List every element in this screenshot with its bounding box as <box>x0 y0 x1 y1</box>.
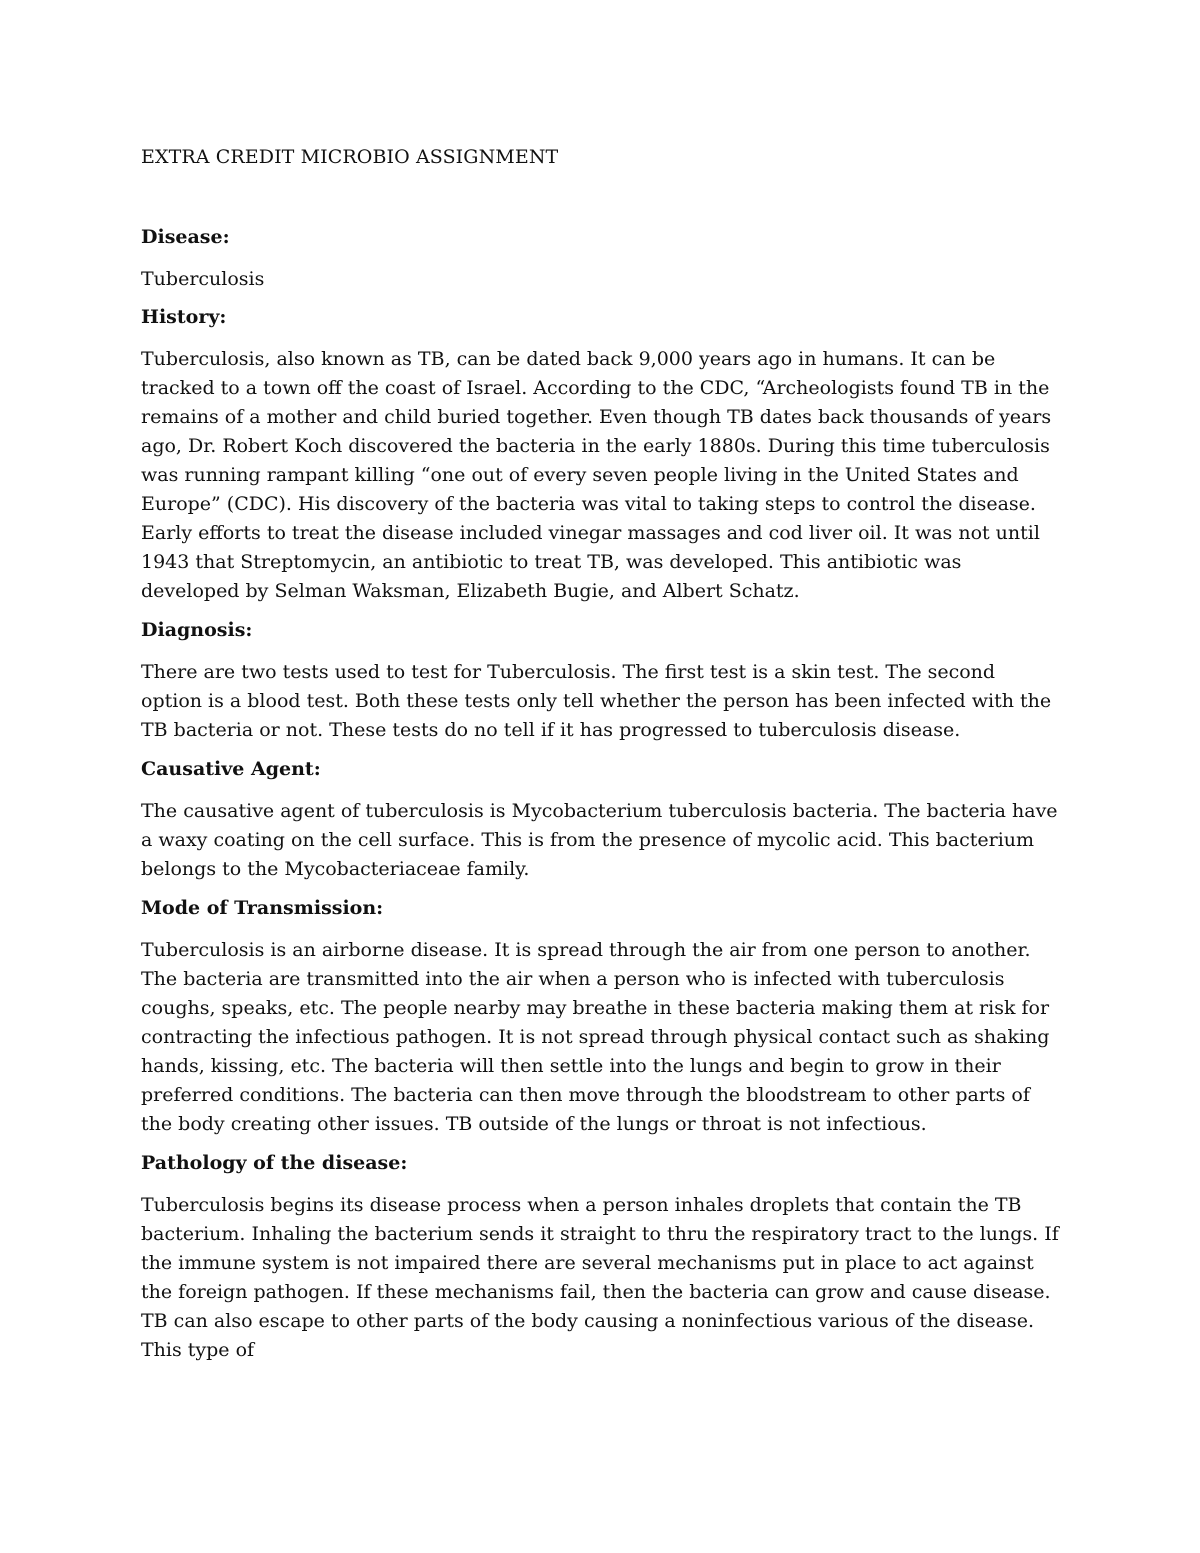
section-disease <box>141 223 1061 293</box>
section-heading: Pathology of the disease: <box>141 1152 408 1174</box>
section-body: Tuberculosis is an airborne disease. It is spread through the air from one person to another. The bacteria are transmitted into the air when a person who is infected with tuberculosis coughs, speaks, etc. The people nearby may breathe in these bacteria making them at risk for contracting the infectious pathogen. It is not spread through physical contact such as shaking hands, kissing, etc. The bacteria will then settle into the lungs and begin to grow in their preferred conditions. The bacteria can then move through the bloodstream to other parts of the body creating other issues. TB outside of the lungs or throat is not infectious. <box>141 939 1050 1135</box>
section-heading: Disease: <box>141 226 230 248</box>
section-heading: Diagnosis: <box>141 619 253 641</box>
section-pathology <box>141 1149 1061 1365</box>
section-causative-agent <box>141 755 1061 884</box>
section-body: There are two tests used to test for Tuberculosis. The first test is a skin test. The second option is a blood test. Both these tests only tell whether the person has been infected with the TB bacteria or not. These tests do no tell if it has progressed to tuberculosis disease. <box>141 661 1052 741</box>
section-body: Tuberculosis, also known as TB, can be dated back 9,000 years ago in humans. It can be tracked to a town off the coast of Israel. According to the CDC, “Archeologists found TB in the remains of a mother and child buried together. Even though TB dates back thousands of years ago, Dr. Robert Koch discovered the bacteria in the early 1880s. During this time tuberculosis was running rampant killing “one out of every seven people living in the United States and Europe” (CDC). His discovery of the bacteria was vital to taking steps to control the disease. Early efforts to treat the disease included vinegar massages and cod liver oil. It was not until 1943 that Streptomycin, an antibiotic to treat TB, was developed. This antibiotic was developed by Selman Waksman, Elizabeth Bugie, and Albert Schatz. <box>141 348 1052 602</box>
section-body: Tuberculosis <box>141 268 265 290</box>
section-heading: Causative Agent: <box>141 758 321 780</box>
document-title: EXTRA CREDIT MICROBIO ASSIGNMENT <box>141 146 559 168</box>
document-content <box>141 143 1061 1375</box>
section-heading: Mode of Transmission: <box>141 897 384 919</box>
section-diagnosis <box>141 616 1061 745</box>
section-history <box>141 303 1061 606</box>
section-body: The causative agent of tuberculosis is Mycobacterium tuberculosis bacteria. The bacteria have a waxy coating on the cell surface. This is from the presence of mycolic acid. This bacterium belongs to the Mycobacteriaceae family. <box>141 800 1058 880</box>
section-mode-of-transmission <box>141 894 1061 1139</box>
section-heading: History: <box>141 306 227 328</box>
section-body: Tuberculosis begins its disease process when a person inhales droplets that contain the TB bacterium. Inhaling the bacterium sends it straight to thru the respiratory tract to the lungs. If the immune system is not impaired there are several mechanisms put in place to act against the foreign pathogen. If these mechanisms fail, then the bacteria can grow and cause disease. TB can also escape to other parts of the body causing a noninfectious various of the disease. This type of <box>141 1194 1059 1361</box>
